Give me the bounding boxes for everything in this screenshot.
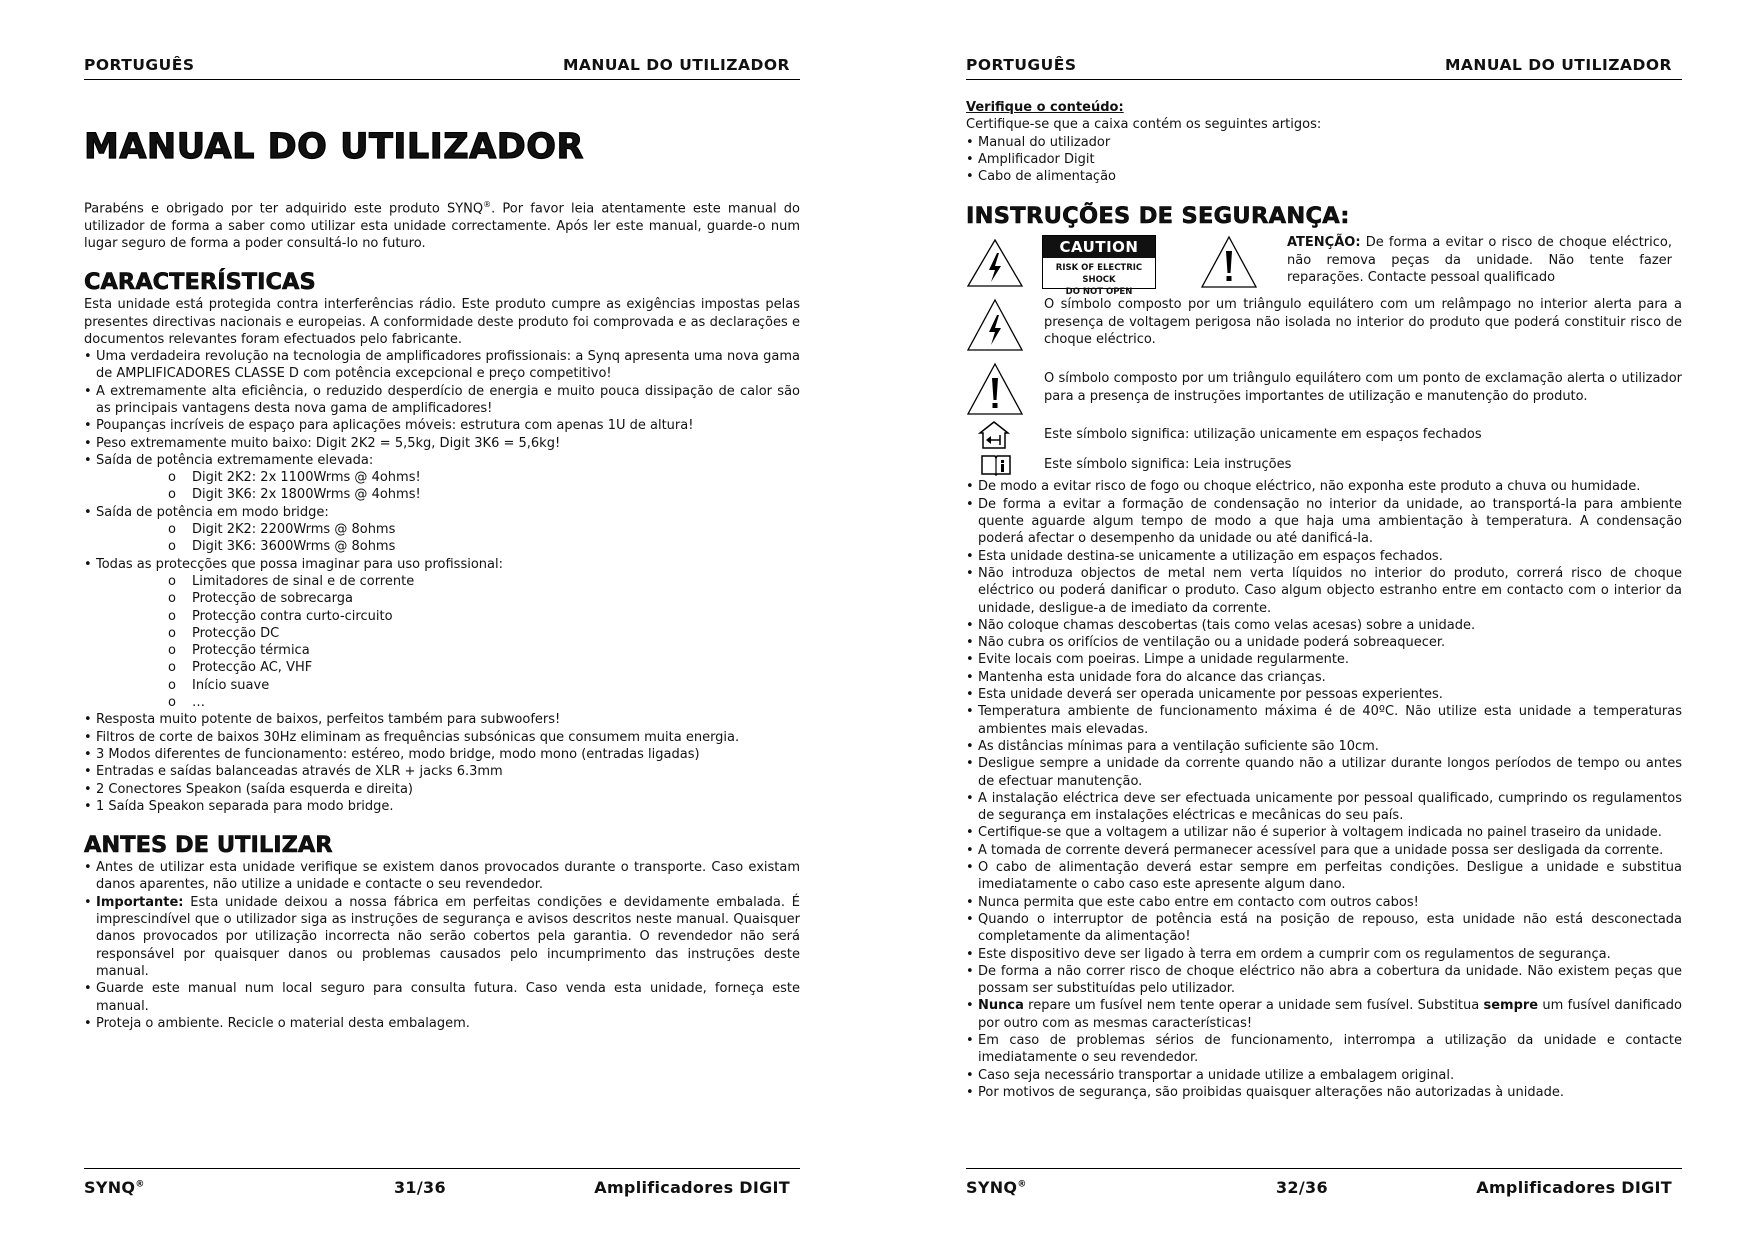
list-item: • Importante: Esta unidade deixou a nossa fábrica em perfeitas condições e devidamente embalada. É imprescindível que o utilizador siga as instruções de segurança e avisos descritos neste manual. Quaisquer danos provocados por utilização incorrecta não serão cobertos pela garantia. O revendedor não será responsável por quaisquer danos ou problemas causados pelo incumprimento das instruções deste manual. (84, 894, 800, 980)
list-item: • 1 Saída Speakon separada para modo bridge. (84, 798, 800, 815)
list-item: • Cabo de alimentação (966, 168, 1682, 185)
list-item: • Amplificador Digit (966, 151, 1682, 168)
list-item: • Não cubra os orifícios de ventilação ou a unidade poderá sobreaquecer. (966, 634, 1682, 651)
lightning-warning-icon (966, 238, 1024, 288)
caution-line-1: RISK OF ELECTRIC SHOCK (1055, 263, 1143, 286)
list-item: • Evite locais com poeiras. Limpe a unidade regularmente. (966, 651, 1682, 668)
sub-list-item: o Protecção contra curto-circuito (168, 608, 800, 625)
footer-brand: SYNQ® (966, 1178, 1027, 1197)
contents-heading: Verifique o conteúdo: (966, 100, 1124, 115)
read-manual-icon (980, 452, 1012, 476)
list-item: • Temperatura ambiente de funcionamento máxima é de 40ºC. Não utilize esta unidade a temperaturas ambientes mais elevadas. (966, 703, 1682, 738)
list-item: • Manual do utilizador (966, 134, 1682, 151)
list-item: • Nunca repare um fusível nem tente operar a unidade sem fusível. Substitua sempre um fusível danificado por outro com as mesmas características! (966, 997, 1682, 1032)
sub-list-item: o … (168, 694, 800, 711)
list-item: • Todas as protecções que possa imaginar para uso profissional: o Limitadores de sinal e de corrente o Protecção de sobrecarga o Protecção contra curto-circuito o Protecção DC o Protecção térmica o Protecção AC, VHF o Início suave o … (84, 556, 800, 712)
header-language: PORTUGUÊS (966, 56, 1077, 74)
page-header (966, 54, 1682, 80)
list-item: • Nunca permita que este cabo entre em contacto com outros cabos! (966, 894, 1682, 911)
manual-symbol-text: Este símbolo significa: Leia instruções (1044, 457, 1292, 473)
left-page (84, 0, 800, 1240)
caution-line-2: DO NOT OPEN (1065, 287, 1133, 298)
list-item: • Saída de potência em modo bridge: o Digit 2K2: 2200Wrms @ 8ohms o Digit 3K6: 3600Wrms @ 8ohms (84, 504, 800, 556)
attention-text: ATENÇÃO: De forma a evitar o risco de choque eléctrico, não remova peças da unidade. Não tente fazer reparações. Contacte pessoal qualificado (1287, 235, 1672, 286)
list-item: • 3 Modos diferentes de funcionamento: estéreo, modo bridge, modo mono (entradas ligadas) (84, 746, 800, 763)
caution-block (966, 234, 1682, 298)
header-language: PORTUGUÊS (84, 56, 195, 74)
features-list (84, 348, 800, 815)
header-manual-title: MANUAL DO UTILIZADOR (563, 56, 790, 74)
list-item: • Proteja o ambiente. Recicle o material desta embalagem. (84, 1015, 800, 1032)
safety-list (966, 478, 1682, 1101)
header-manual-title: MANUAL DO UTILIZADOR (1445, 56, 1672, 74)
list-item: • As distâncias mínimas para a ventilação suficiente são 10cm. (966, 738, 1682, 755)
page-header (84, 54, 800, 80)
list-item: • 2 Conectores Speakon (saída esquerda e direita) (84, 781, 800, 798)
list-item: • Poupanças incríveis de espaço para aplicações móveis: estrutura com apenas 1U de altura! (84, 417, 800, 434)
list-item: • A tomada de corrente deverá permanecer acessível para que a unidade possa ser desligada da corrente. (966, 842, 1682, 859)
before-use-heading: ANTES DE UTILIZAR (84, 832, 333, 859)
list-item: • Entradas e saídas balanceadas através de XLR + jacks 6.3mm (84, 763, 800, 780)
safety-heading: INSTRUÇÕES DE SEGURANÇA: (966, 203, 1350, 230)
caution-label-box (1042, 235, 1156, 298)
page-footer (966, 1168, 1682, 1198)
list-item: • Não coloque chamas descobertas (tais como velas acesas) sobre a unidade. (966, 617, 1682, 634)
footer-page-number: 31/36 (394, 1178, 446, 1197)
list-item: • Saída de potência extremamente elevada: o Digit 2K2: 2x 1100Wrms @ 4ohms! o Digit 3K6: 2x 1800Wrms @ 4ohms! (84, 452, 800, 504)
footer-page-number: 32/36 (1276, 1178, 1328, 1197)
sub-list-item: o Digit 3K6: 3600Wrms @ 8ohms (168, 538, 800, 555)
list-item: • Não introduza objectos de metal nem verta líquidos no interior do produto, correrá risco de choque eléctrico ou poderá danificar o produto. Caso algum objecto estranho entre em contacto com o interior da unidade, desligue-a de imediato da corrente. (966, 565, 1682, 617)
manual-symbol-row (966, 452, 1682, 476)
list-item: • A extremamente alta eficiência, o reduzido desperdício de energia e muito pouca dissipação de calor são as principais vantagens desta nova gama de amplificadores! (84, 383, 800, 418)
sub-list-item: o Digit 2K2: 2x 1100Wrms @ 4ohms! (168, 469, 800, 486)
list-item: • Peso extremamente muito baixo: Digit 2K2 = 5,5kg, Digit 3K6 = 5,6kg! (84, 435, 800, 452)
exclamation-warning-icon (1200, 235, 1258, 289)
list-item: • Desligue sempre a unidade da corrente quando não a utilizar durante longos períodos de tempo ou antes de efectuar manutenção. (966, 755, 1682, 790)
page-title: MANUAL DO UTILIZADOR (84, 127, 584, 167)
list-item: • Esta unidade deverá ser operada unicamente por pessoas experientes. (966, 686, 1682, 703)
list-item: • Certifique-se que a voltagem a utilizar não é superior à voltagem indicada no painel traseiro da unidade. (966, 824, 1682, 841)
sub-list (168, 469, 800, 504)
lightning-symbol-row (966, 296, 1682, 356)
list-item: • De forma a evitar a formação de condensação no interior da unidade, ao transportá-la para ambiente quente aguarde algum tempo de modo a que haja uma ambientação à temperatura. A condensação poderá afectar o desempenho da unidade ou até danificá-la. (966, 496, 1682, 548)
sub-list-item: o Protecção térmica (168, 642, 800, 659)
sub-list-item: o Protecção AC, VHF (168, 659, 800, 676)
indoor-symbol-row (966, 420, 1682, 452)
right-content (966, 99, 1682, 1101)
indoor-symbol-text: Este símbolo significa: utilização unicamente em espaços fechados (1044, 427, 1482, 443)
sub-list (168, 573, 800, 711)
features-intro: Esta unidade está protegida contra interferências rádio. Este produto cumpre as exigências impostas pelas presentes directivas nacionais e europeias. A conformidade deste produto foi comprovada e as declarações e documentos relevantes foram efectuados pelo fabricante. (84, 297, 800, 347)
sub-list-item: o Protecção de sobrecarga (168, 590, 800, 607)
indoor-use-icon (978, 420, 1010, 450)
sub-list-item: o Digit 2K2: 2200Wrms @ 8ohms (168, 521, 800, 538)
list-item: • O cabo de alimentação deverá estar sempre em perfeitas condições. Desligue a unidade e substitua imediatamente o cabo caso este apresente algum dano. (966, 859, 1682, 894)
list-item: • Filtros de corte de baixos 30Hz eliminam as frequências subsónicas que consumem muita energia. (84, 729, 800, 746)
exclamation-symbol-text: O símbolo composto por um triângulo equilátero com um ponto de exclamação alerta o utilizador para a presença de instruções importantes de utilização e manutenção do produto. (1044, 371, 1682, 404)
list-item: • Quando o interruptor de potência está na posição de repouso, esta unidade não está desconectada completamente da alimentação! (966, 911, 1682, 946)
sub-list-item: o Início suave (168, 677, 800, 694)
sub-list-item: o Limitadores de sinal e de corrente (168, 573, 800, 590)
footer-brand: SYNQ® (84, 1178, 145, 1197)
list-item: • De modo a evitar risco de fogo ou choque eléctrico, não exponha este produto a chuva ou humidade. (966, 478, 1682, 495)
contents-intro: Certifique-se que a caixa contém os seguintes artigos: (966, 117, 1322, 133)
list-item: • Guarde este manual num local seguro para consulta futura. Caso venda esta unidade, forneça este manual. (84, 980, 800, 1015)
sub-list-item: o Digit 3K6: 2x 1800Wrms @ 4ohms! (168, 486, 800, 503)
lightning-triangle-icon (966, 298, 1024, 352)
page-footer (84, 1168, 800, 1198)
exclamation-symbol-row (966, 362, 1682, 420)
footer-product: Amplificadores DIGIT (594, 1178, 790, 1197)
exclamation-triangle-icon (966, 362, 1024, 416)
list-item: • Uma verdadeira revolução na tecnologia de amplificadores profissionais: a Synq apresenta uma nova gama de AMPLIFICADORES CLASSE D com potência excepcional e preço competitivo! (84, 348, 800, 383)
list-item: • Mantenha esta unidade fora do alcance das crianças. (966, 669, 1682, 686)
list-item: • Resposta muito potente de baixos, perfeitos também para subwoofers! (84, 711, 800, 728)
list-item: • Em caso de problemas sérios de funcionamento, interrompa a utilização da unidade e contacte imediatamente o seu revendedor. (966, 1032, 1682, 1067)
footer-product: Amplificadores DIGIT (1476, 1178, 1672, 1197)
list-item: • De forma a não correr risco de choque eléctrico não abra a cobertura da unidade. Não existem peças que possam ser substituídas pelo utilizador. (966, 963, 1682, 998)
before-use-list (84, 859, 800, 1032)
intro-paragraph: Parabéns e obrigado por ter adquirido este produto SYNQ®. Por favor leia atentamente este manual do utilizador de forma a saber como utilizar esta unidade correctamente. Após ler este manual, guarde-o num lugar seguro de forma a poder consultá-lo no futuro. (84, 200, 801, 251)
list-item: • Antes de utilizar esta unidade verifique se existem danos provocados durante o transporte. Caso existam danos aparentes, não utilize a unidade e contacte o seu revendedor. (84, 859, 800, 894)
lightning-symbol-text: O símbolo composto por um triângulo equilátero com um relâmpago no interior alerta para a presença de voltagem perigosa não isolada no interior do produto que poderá constituir risco de choque eléctrico. (1044, 297, 1682, 348)
list-item: • Caso seja necessário transportar a unidade utilize a embalagem original. (966, 1067, 1682, 1084)
sub-list (168, 521, 800, 556)
contents-list (966, 134, 1682, 186)
list-item: • Este dispositivo deve ser ligado à terra em ordem a cumprir com os regulamentos de segurança. (966, 946, 1682, 963)
list-item: • A instalação eléctrica deve ser efectuada unicamente por pessoal qualificado, cumprindo os regulamentos de segurança em instalações eléctricas e mecânicas do seu país. (966, 790, 1682, 825)
left-content (84, 127, 800, 1032)
list-item: • Por motivos de segurança, são proibidas quaisquer alterações não autorizadas à unidade. (966, 1084, 1682, 1101)
list-item: • Esta unidade destina-se unicamente a utilização em espaços fechados. (966, 548, 1682, 565)
right-page (966, 0, 1682, 1240)
caution-label: CAUTION (1043, 236, 1155, 258)
features-heading: CARACTERÍSTICAS (84, 269, 316, 296)
sub-list-item: o Protecção DC (168, 625, 800, 642)
